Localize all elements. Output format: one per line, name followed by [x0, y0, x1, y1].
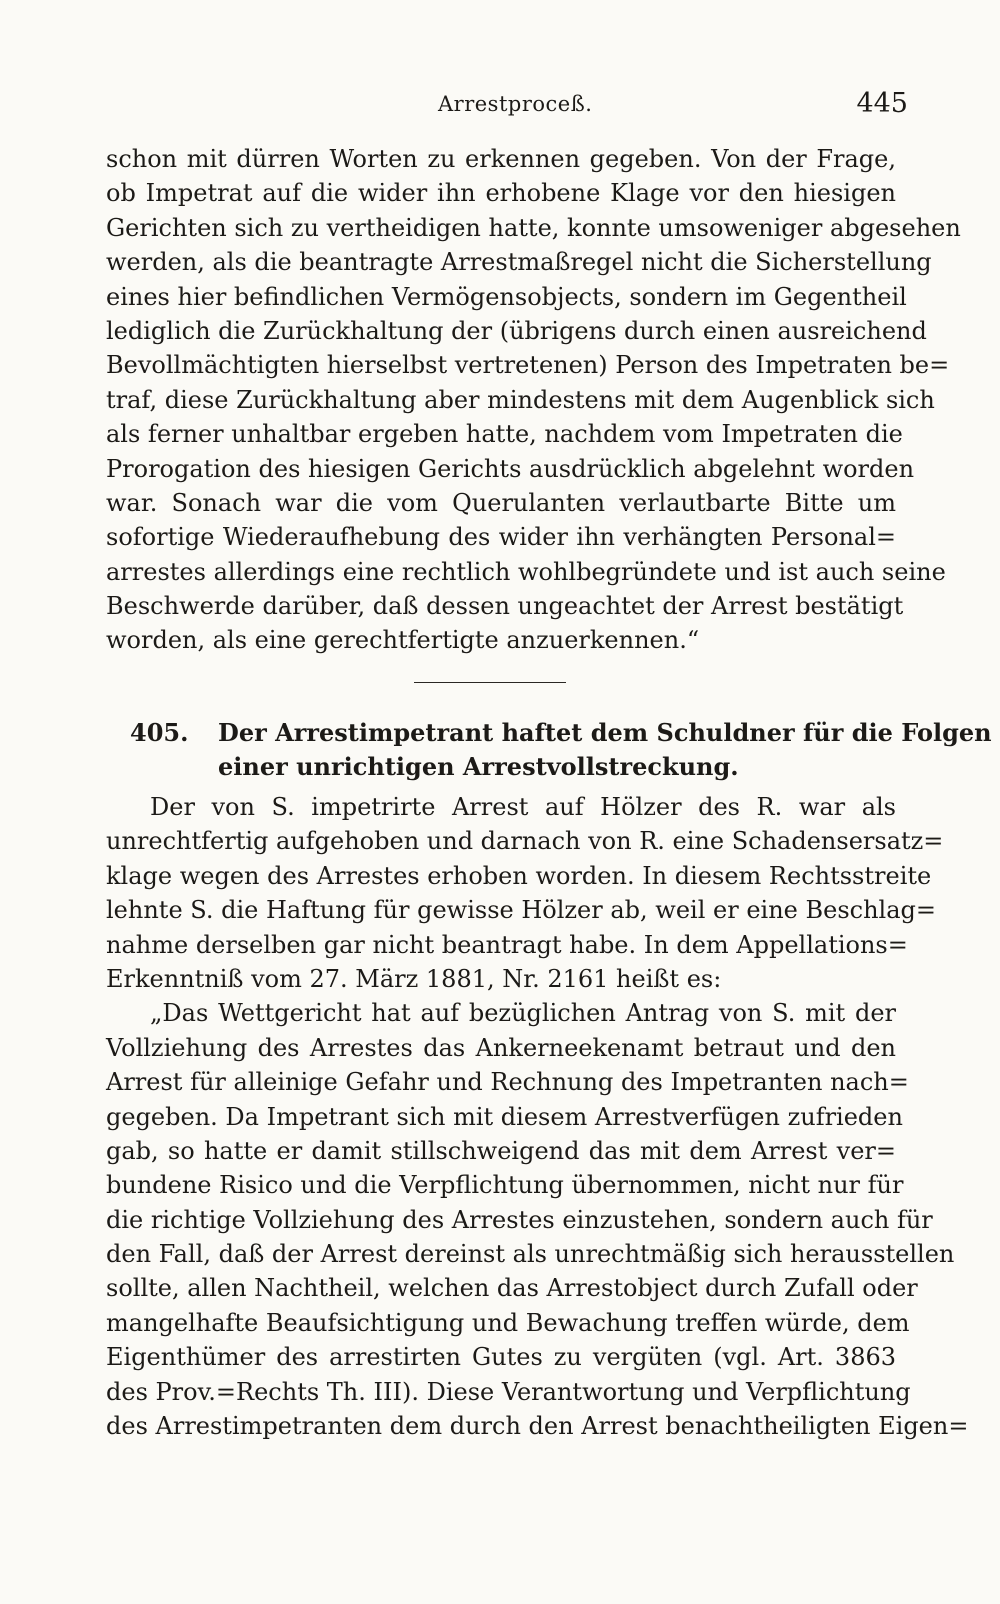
section-heading — [130, 716, 992, 785]
text-line: traf, diese Zurückhaltung aber mindestens mit dem Augenblick sich — [106, 385, 935, 414]
section-number: 405. — [130, 718, 189, 747]
running-title: Arrestproceß. — [438, 92, 593, 116]
quote-line: des Prov.=Rechts Th. III). Diese Verantwortung und Verpflichtung — [106, 1377, 911, 1406]
section-title-part2: einer unrichtigen Arrestvollstreckung. — [218, 752, 739, 782]
text-line: lehnte S. die Haftung für gewisse Hölzer ab, weil er eine Beschlag= — [106, 896, 936, 925]
text-line: Prorogation des hiesigen Gerichts ausdrücklich abgelehnt worden — [106, 454, 915, 483]
quote-line: Vollziehung des Arrestes das Ankerneekenamt betraut und den — [106, 1033, 896, 1062]
text-line: Der von S. impetrirte Arrest auf Hölzer des R. war als — [150, 793, 896, 821]
quote-line: mangelhafte Beaufsichtigung und Bewachung treffen würde, dem — [106, 1308, 910, 1337]
text-line: Gerichten sich zu vertheidigen hatte, konnte umsoweniger abgesehen — [106, 213, 961, 242]
section-divider — [414, 682, 566, 683]
quote-line: gegeben. Da Impetrant sich mit diesem Arrestverfügen zufrieden — [106, 1102, 903, 1131]
text-line: schon mit dürren Worten zu erkennen gegeben. Von der Frage, — [106, 145, 896, 173]
text-line: nahme derselben gar nicht beantragt habe. In dem Appellations= — [106, 930, 908, 959]
quote-line: gab, so hatte er damit stillschweigend das mit dem Arrest ver= — [106, 1136, 896, 1165]
quote-line: Arrest für alleinige Gefahr und Rechnung des Impetranten nach= — [106, 1068, 909, 1097]
text-line: Erkenntniß vom 27. März 1881, Nr. 2161 heißt es: — [106, 964, 722, 993]
text-line: worden, als eine gerechtfertigte anzuerkennen.“ — [106, 626, 700, 655]
section-heading-line — [130, 716, 992, 750]
quote-line: „Das Wettgericht hat auf bezüglichen Antrag von S. mit der — [150, 999, 896, 1028]
section-title-part1: Der Arrestimpetrant haftet dem Schuldner für die Folgen — [218, 718, 992, 747]
quote-line: Eigenthümer des arrestirten Gutes zu vergüten (vgl. Art. 3863 — [106, 1343, 896, 1372]
text-line: arrestes allerdings eine rechtlich wohlbegründete und ist auch seine — [106, 557, 946, 586]
text-line: war. Sonach war die vom Querulanten verlautbarte Bitte um — [106, 488, 896, 517]
quote-line: die richtige Vollziehung des Arrestes einzustehen, sondern auch für — [106, 1205, 933, 1234]
text-line: Beschwerde darüber, daß dessen ungeachtet der Arrest bestätigt — [106, 592, 904, 621]
paragraph-continuation — [106, 142, 961, 658]
quote-line: bundene Risico und die Verpflichtung übernommen, nicht nur für — [106, 1171, 904, 1200]
quote-line: den Fall, daß der Arrest dereinst als unrechtmäßig sich herausstellen — [106, 1240, 955, 1269]
text-line: werden, als die beantragte Arrestmaßregel nicht die Sicherstellung — [106, 248, 932, 277]
text-line: ob Impetrat auf die wider ihn erhobene Klage vor den hiesigen — [106, 179, 896, 208]
text-line: lediglich die Zurückhaltung der (übrigens durch einen ausreichend — [106, 316, 927, 345]
text-line: unrechtfertig aufgehoben und darnach von R. eine Schadensersatz= — [106, 827, 944, 856]
section-body — [106, 790, 969, 1443]
quote-line: des Arrestimpetranten dem durch den Arrest benachtheiligten Eigen= — [106, 1412, 969, 1441]
text-line: sofortige Wiederaufhebung des wider ihn verhängten Personal= — [106, 523, 896, 552]
text-line: als ferner unhaltbar ergeben hatte, nachdem vom Impetraten die — [106, 420, 903, 449]
text-line: Bevollmächtigten hierselbst vertretenen) Person des Impetraten be= — [106, 351, 950, 380]
page-number: 445 — [856, 88, 908, 119]
page-header — [0, 88, 1000, 128]
text-line: klage wegen des Arrestes erhoben worden. In diesem Rechtsstreite — [106, 861, 932, 890]
quote-line: sollte, allen Nachtheil, welchen das Arrestobject durch Zufall oder — [106, 1274, 918, 1303]
text-line: eines hier befindlichen Vermögensobjects, sondern im Gegentheil — [106, 282, 907, 311]
